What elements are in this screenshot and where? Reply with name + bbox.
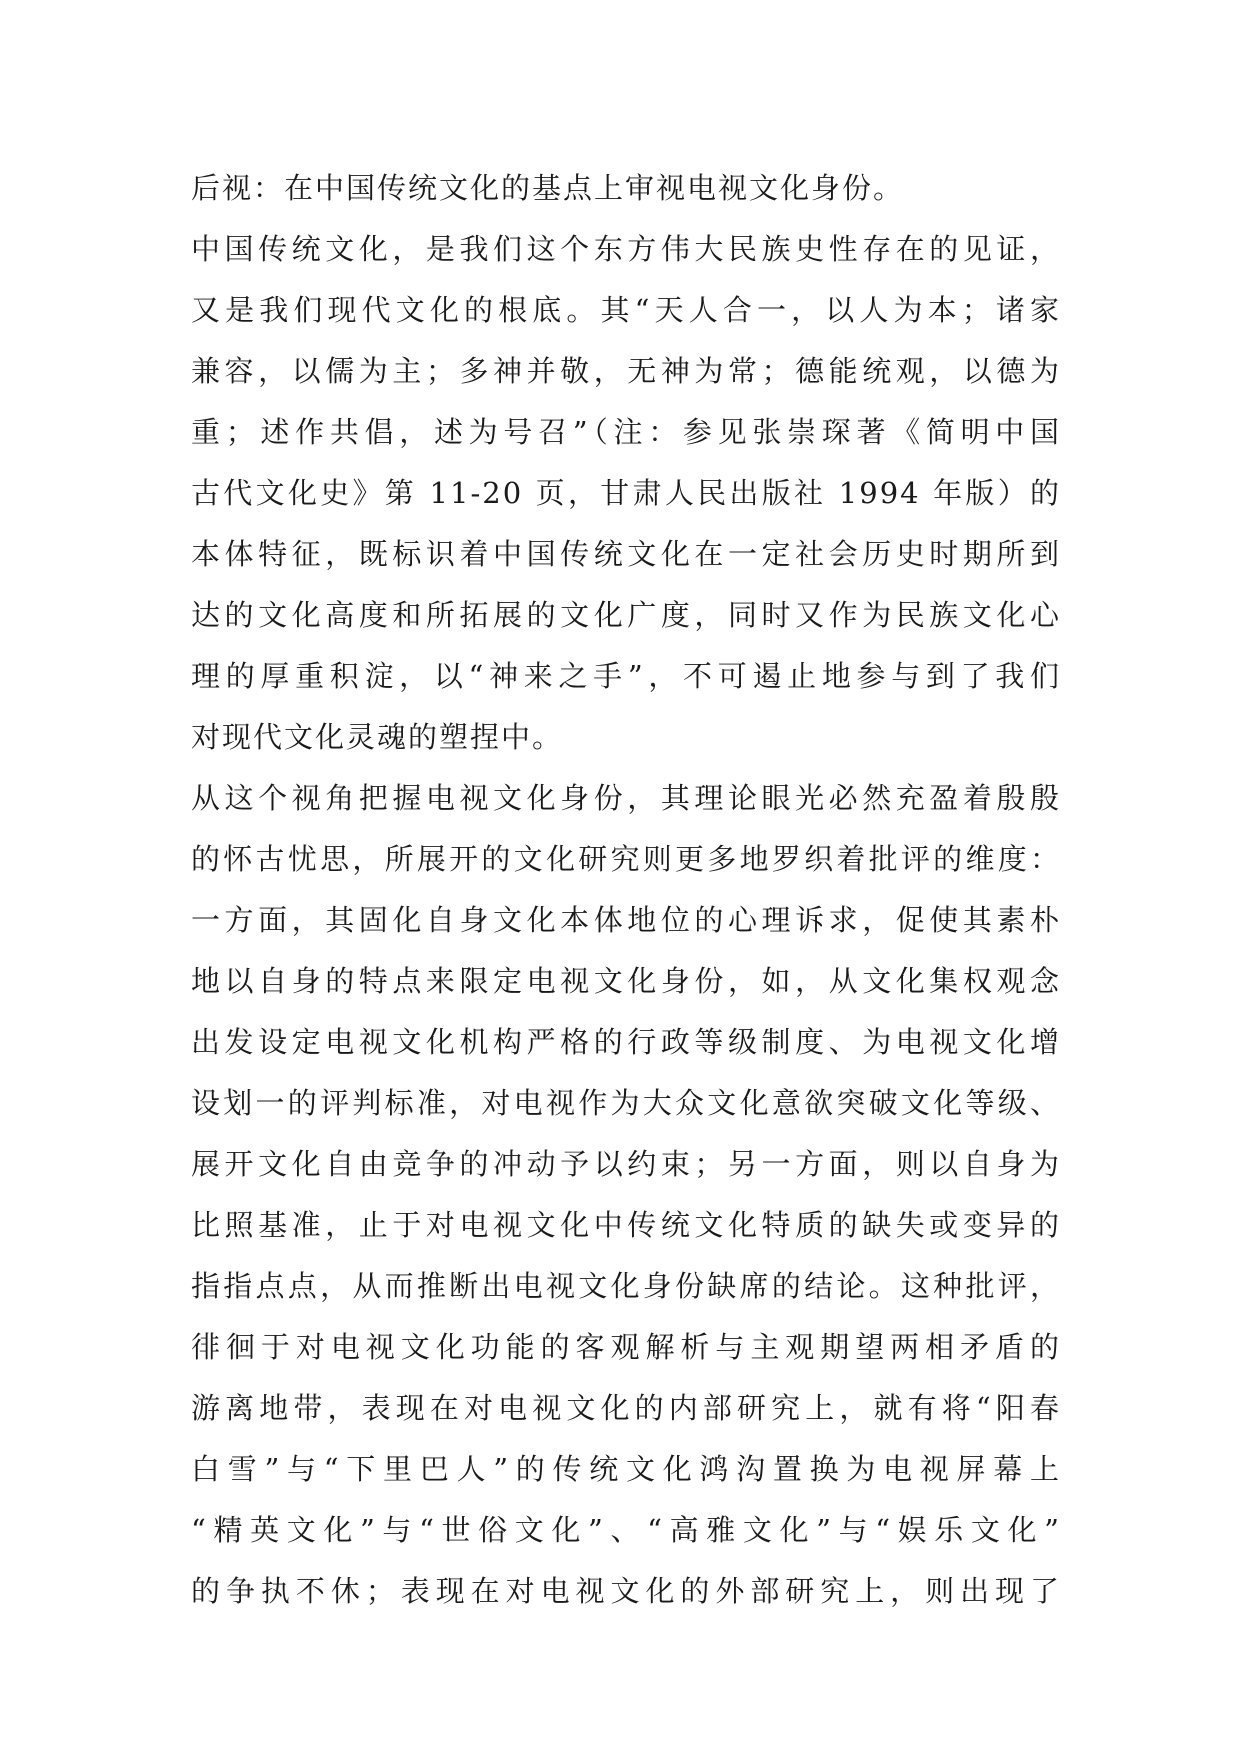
text-line: 设划一的评判标准，对电视作为大众文化意欲突破文化等级、 [191,1086,1061,1120]
text-line: 展开文化自由竞争的冲动予以约束；另一方面，则以自身为 [191,1147,1061,1181]
text-line: 一方面，其固化自身文化本体地位的心理诉求，促使其素朴 [191,903,1061,937]
text-line: 指指点点，从而推断出电视文化身份缺席的结论。这种批评， [191,1269,1061,1303]
text-line: 又是我们现代文化的根底。其“天人合一，以人为本；诸家 [191,293,1061,327]
text-line: 游离地带，表现在对电视文化的内部研究上，就有将“阳春 [191,1391,1061,1425]
section-heading-line: 后视：在中国传统文化的基点上审视电视文化身份。 [191,171,905,205]
text-line: 白雪”与“下里巴人”的传统文化鸿沟置换为电视屏幕上 [191,1452,1061,1486]
text-line: 本体特征，既标识着中国传统文化在一定社会历史时期所到 [191,537,1061,571]
text-line: 的争执不休；表现在对电视文化的外部研究上，则出现了 [191,1574,1061,1608]
text-line: 理的厚重积淀，以“神来之手”，不可遏止地参与到了我们 [191,659,1061,693]
text-line: 出发设定电视文化机构严格的行政等级制度、为电视文化增 [191,1025,1061,1059]
text-line: 重；述作共倡，述为号召”（注：参见张崇琛著《简明中国 [191,415,1061,449]
text-line: 徘徊于对电视文化功能的客观解析与主观期望两相矛盾的 [191,1330,1061,1364]
text-line: 的怀古忧思，所展开的文化研究则更多地罗织着批评的维度： [191,842,1061,876]
text-line: 古代文化史》第 11-20 页，甘肃人民出版社 1994 年版）的 [191,476,1061,510]
text-line: 兼容，以儒为主；多神并敬，无神为常；德能统观，以德为 [191,354,1061,388]
text-line: 比照基准，止于对电视文化中传统文化特质的缺失或变异的 [191,1208,1061,1242]
text-line: 达的文化高度和所拓展的文化广度，同时又作为民族文化心 [191,598,1061,632]
text-line: 中国传统文化，是我们这个东方伟大民族史性存在的见证， [191,232,1061,266]
text-line: 地以自身的特点来限定电视文化身份，如，从文化集权观念 [191,964,1061,998]
text-line: 对现代文化灵魂的塑捏中。 [191,720,564,754]
body-text [191,158,1061,1622]
text-line: 从这个视角把握电视文化身份，其理论眼光必然充盈着殷殷 [191,781,1061,815]
text-line: “精英文化”与“世俗文化”、“高雅文化”与“娱乐文化” [191,1513,1061,1547]
